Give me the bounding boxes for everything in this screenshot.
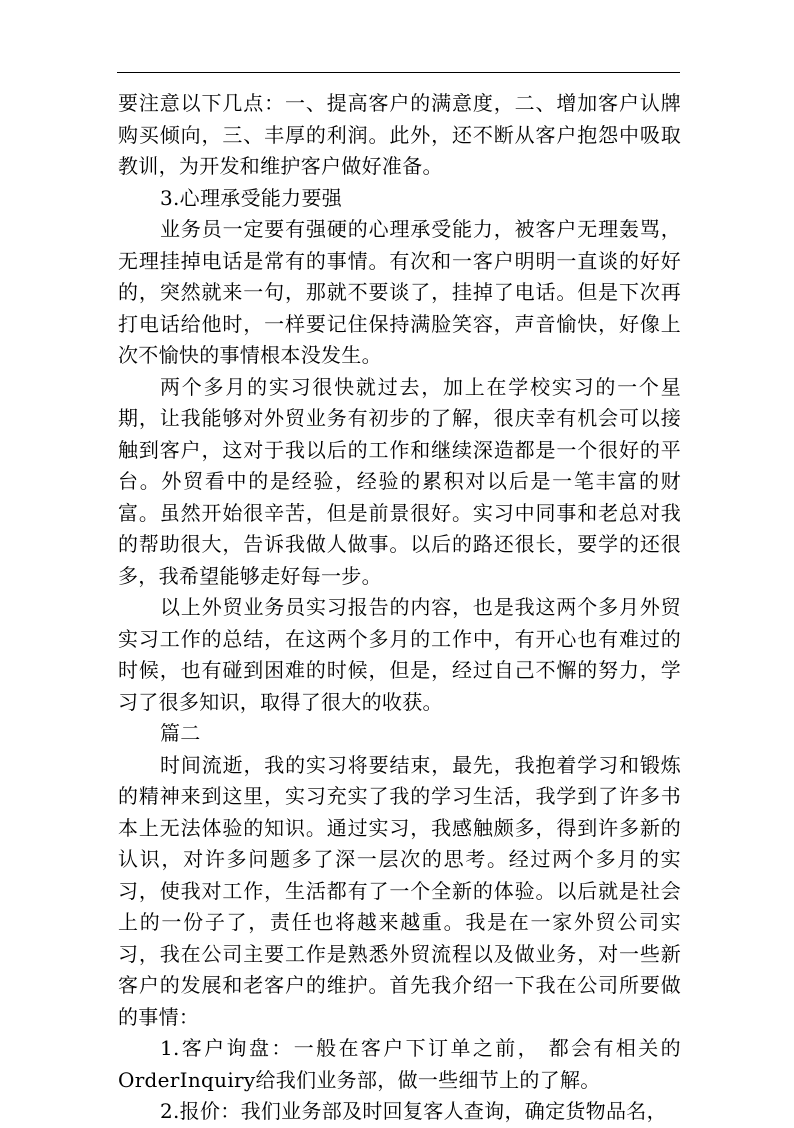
paragraph-2: 业务员一定要有强硬的心理承受能力，被客户无理轰骂，无理挂掉电话是常有的事情。有次和一客户明明一直谈的好好的，突然就来一句，那就不要谈了，挂掉了电话。但是下次再打电话给他时，一样要记住保持满脸笑容，声音愉快，好像上次不愉快的事情根本没发生。 xyxy=(118,217,681,367)
header-rule xyxy=(117,72,680,73)
section-heading-part2: 篇二 xyxy=(160,721,201,745)
paragraph-5: 时间流逝，我的实习将要结束，最先，我抱着学习和锻炼的精神来到这里，实习充实了我的学习生活，我学到了许多书本上无法体验的知识。通过实习，我感触颇多，得到许多新的认识，对许多问题多了深一层次的思考。经过两个多月的实习，使我对工作，生活都有了一个全新的体验。以后就是社会上的一份子了，责任也将越来越重。我是在一家外贸公司实习，我在公司主要工作是熟悉外贸流程以及做业务，对一些新客户的发展和老客户的维护。首先我介绍一下我在公司所要做的事情： xyxy=(118,752,681,1029)
paragraph-1: 要注意以下几点：一、提高客户的满意度，二、增加客户认牌购买倾向，三、丰厚的利润。此外，还不断从客户抱怨中吸取教训，为开发和维护客户做好准备。 xyxy=(118,91,681,178)
list-item-1: 1.客户询盘：一般在客户下订单之前， 都会有相关的OrderInquiry给我们业务部，做一些细节上的了解。 xyxy=(118,1036,681,1092)
paragraph-3: 两个多月的实习很快就过去，加上在学校实习的一个星期，让我能够对外贸业务有初步的了解，很庆幸有机会可以接触到客户，这对于我以后的工作和继续深造都是一个很好的平台。外贸看中的是经验，经验的累积对以后是一笔丰富的财富。虽然开始很辛苦，但是前景很好。实习中同事和老总对我的帮助很大，告诉我做人做事。以后的路还很长，要学的还很多，我希望能够走好每一步。 xyxy=(118,374,681,588)
list-item-2: 2.报价：我们业务部及时回复客人查询，确定货物品名， xyxy=(160,1099,667,1123)
paragraph-4: 以上外贸业务员实习报告的内容，也是我这两个多月外贸实习工作的总结，在这两个多月的工作中，有开心也有难过的时候，也有碰到困难的时候，但是，经过自己不懈的努力，学习了很多知识，取得了很大的收获。 xyxy=(118,595,681,714)
document-body xyxy=(118,88,681,1128)
section-heading-3: 3.心理承受能力要强 xyxy=(160,185,343,210)
